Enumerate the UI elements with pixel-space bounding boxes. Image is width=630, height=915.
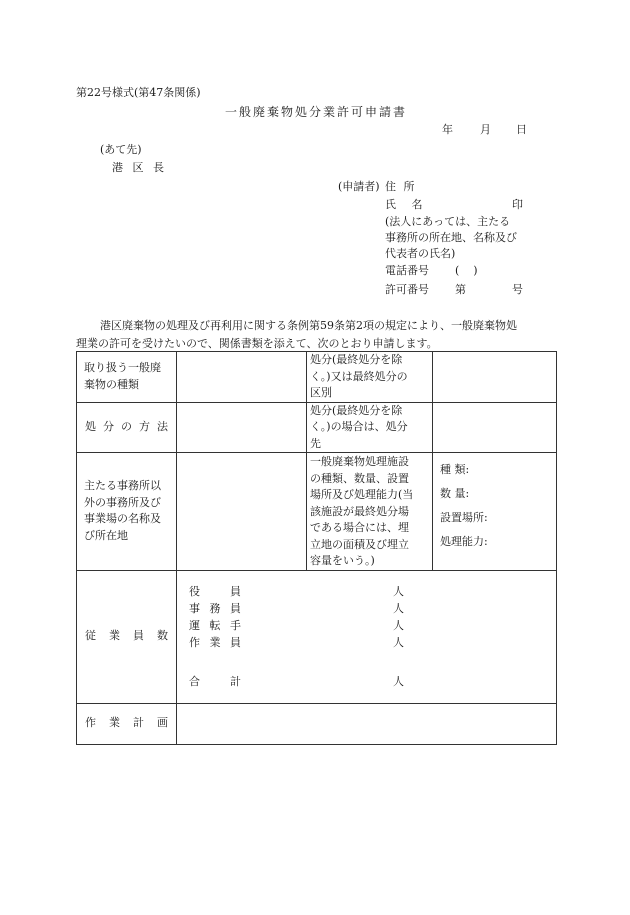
phone-label: 電話番号 xyxy=(385,264,429,277)
work-plan-label xyxy=(77,703,177,744)
office-value[interactable] xyxy=(177,453,307,571)
addressee-name: 港 区 長 xyxy=(112,161,164,174)
permit-dai: 第 xyxy=(455,283,466,296)
waste-type-value[interactable] xyxy=(177,352,307,403)
final-disposal-label: 処分(最終処分を除 く。)又は最終処分の 区別 xyxy=(307,352,433,403)
permit-go: 号 xyxy=(512,283,523,296)
corporate-note-line1: (法人にあっては、主たる xyxy=(385,215,511,228)
disposal-destination-label: 処分(最終処分を除 く。)の場合は、処分 先 xyxy=(307,402,433,453)
method-label xyxy=(77,402,177,453)
office-label: 主たる事務所以 外の事務所及び 事業場の名称及 び所在地 xyxy=(77,453,177,571)
method-label-text: 処 分 の 方 法 xyxy=(85,420,168,433)
corporate-note-line2: 事務所の所在地、名称及び xyxy=(385,231,517,244)
phone-parens: ( ) xyxy=(455,264,478,277)
facility-type: 種 類: xyxy=(440,463,470,476)
date-month: 月 xyxy=(480,123,491,136)
corporate-note-line3: 代表者の氏名) xyxy=(385,247,456,260)
role-drivers: 運 転 手 xyxy=(189,618,241,632)
table-row xyxy=(77,352,557,403)
addressee-prefix: (あて先) xyxy=(100,143,142,156)
facility-location: 設置場所: xyxy=(440,511,488,524)
employee-row-officers xyxy=(189,584,556,601)
body-text-line2: 理業の許可を受けたいので、関係書類を添えて、次のとおり申請します。 xyxy=(76,337,438,350)
role-officers: 役 員 xyxy=(189,584,241,598)
employee-row-total xyxy=(189,674,556,691)
form-number: 第22号様式(第47条関係) xyxy=(76,86,201,99)
table-row xyxy=(77,453,557,571)
employee-row-workers xyxy=(189,635,556,652)
table-row xyxy=(77,570,557,703)
employees-value[interactable] xyxy=(177,570,557,703)
disposal-destination-value[interactable] xyxy=(433,402,557,453)
employee-row-clerks xyxy=(189,601,556,618)
address-label: 住 所 xyxy=(385,180,415,193)
role-clerks: 事 務 員 xyxy=(189,601,241,615)
form-title: 一般廃棄物処分業許可申請書 xyxy=(225,105,408,119)
unit-label: 人 xyxy=(393,601,404,615)
applicant-label: (申請者) xyxy=(338,180,380,193)
unit-label: 人 xyxy=(393,618,404,632)
body-text-line1: 港区廃棄物の処理及び再利用に関する条例第59条第2項の規定により、一般廃棄物処 xyxy=(100,319,517,332)
permit-label: 許可番号 xyxy=(385,283,429,296)
employees-label-text: 従 業 員 数 xyxy=(85,629,168,643)
work-plan-label-text: 作 業 計 画 xyxy=(85,716,168,730)
role-workers: 作 業 員 xyxy=(189,635,241,649)
date-year: 年 xyxy=(442,123,453,136)
facility-quantity: 数 量: xyxy=(440,487,470,500)
method-value[interactable] xyxy=(177,402,307,453)
facility-value[interactable] xyxy=(433,453,557,571)
final-disposal-value[interactable] xyxy=(433,352,557,403)
date-day: 日 xyxy=(516,123,527,136)
total-label: 合 計 xyxy=(189,674,241,688)
work-plan-value[interactable] xyxy=(177,703,557,744)
unit-label: 人 xyxy=(393,635,404,649)
facility-capacity: 処理能力: xyxy=(440,535,488,548)
table-row xyxy=(77,402,557,453)
waste-type-label: 取り扱う一般廃 棄物の種類 xyxy=(77,352,177,403)
seal-mark: 印 xyxy=(512,198,523,211)
facility-label: 一般廃棄物処理施設 の種類、数量、設置 場所及び処理能力(当 該施設が最終処分場 である場合には、埋 立地の面積及び埋立 容量をいう。) xyxy=(307,453,433,571)
name-label: 氏 名 xyxy=(385,198,423,211)
employee-row-drivers xyxy=(189,618,556,635)
application-table xyxy=(76,351,557,745)
unit-label: 人 xyxy=(393,674,404,688)
table-row xyxy=(77,703,557,744)
unit-label: 人 xyxy=(393,584,404,598)
employees-label xyxy=(77,570,177,703)
